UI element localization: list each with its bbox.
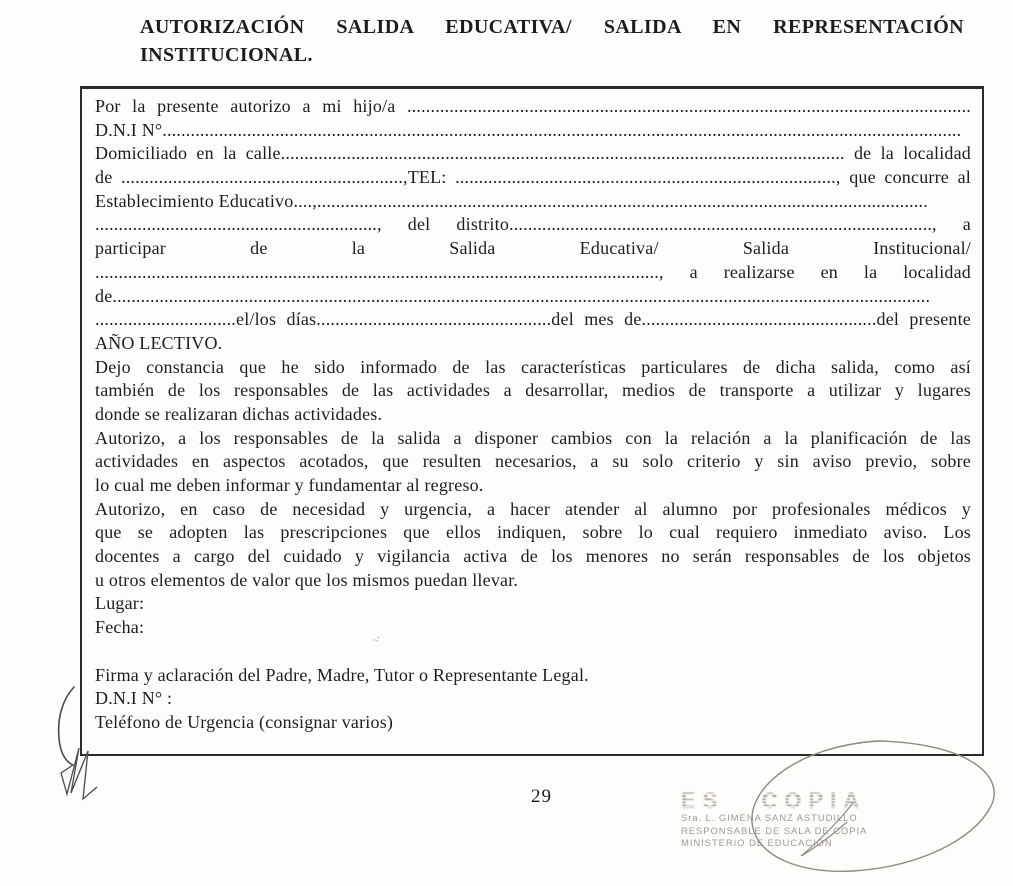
- form-line: donde se realizaran dichas actividades.: [95, 403, 383, 424]
- form-line: Lugar:: [95, 593, 145, 614]
- stamp-ministry: MINISTERIO DE EDUCACIÓN: [681, 838, 833, 850]
- scan-speck: .:: [372, 632, 382, 645]
- form-line: lo cual me deben informar y fundamentar al regreso.: [95, 475, 484, 495]
- form-line: Fecha:: [95, 617, 145, 638]
- form-line: D.N.I N°..........................................................................................................................................................................: [95, 119, 962, 140]
- stamp-signer-role: RESPONSABLE DE SALA DE COPIA: [681, 825, 868, 837]
- page-number: 29: [531, 786, 552, 807]
- form-line: D.N.I N° :: [95, 688, 173, 709]
- form-line: que se adopten las prescripciones que ellos indiquen, sobre lo cual requiero inmediato aviso. Los: [95, 522, 971, 543]
- es-copia-stamp: [681, 789, 941, 851]
- authorization-form-box: [80, 86, 984, 756]
- form-line: docentes a cargo del cuidado y vigilancia activa de los menores no serán responsables de los objetos: [95, 546, 971, 567]
- form-line: ............................................................, del distrito.........................................................................................., a: [95, 214, 971, 235]
- stamp-text-es-copia: ES COPIA: [681, 789, 941, 813]
- document-title: [140, 13, 964, 69]
- form-line: Teléfono de Urgencia (consignar varios): [95, 711, 394, 732]
- form-line: Firma y aclaración del Padre, Madre, Tutor o Representante Legal.: [95, 664, 589, 685]
- form-line: Autorizo, a los responsables de la salida a disponer cambios con la relación a la planificación de las: [95, 427, 971, 448]
- title-line-2: INSTITUCIONAL.: [140, 44, 313, 66]
- form-line: Dejo constancia que he sido informado de las características particulares de dicha salida, como así: [95, 356, 971, 377]
- form-line: [95, 640, 971, 664]
- form-line: AÑO LECTIVO.: [95, 332, 223, 353]
- title-line-1: AUTORIZACIÓN SALIDA EDUCATIVA/ SALIDA EN REPRESENTACIÓN: [140, 16, 964, 38]
- form-line: de..............................................................................................................................................................................: [95, 285, 931, 306]
- form-line: de ............................................................,TEL: ................................................................................., que concurre al: [95, 167, 971, 188]
- form-line: ........................................................................................................................, a realizarse en la localidad: [95, 261, 971, 282]
- form-line: u otros elementos de valor que los mismos puedan llevar.: [95, 569, 519, 590]
- form-line: Autorizo, en caso de necesidad y urgencia, a hacer atender al alumno por profesionales médicos y: [95, 498, 971, 519]
- stamp-signer-name: Sra. L. GIMENA SANZ ASTUDILLO: [681, 813, 858, 824]
- form-line: Establecimiento Educativo....,..................................................................................................................................: [95, 190, 928, 211]
- form-line: también de los responsables de las actividades a desarrollar, medios de transporte a utilizar y lugares: [95, 380, 971, 401]
- form-line: actividades en aspectos acotados, que resulten necesarios, a su solo criterio y sin aviso previo, sobre: [95, 451, 971, 472]
- form-line: ..............................el/los días..................................................del mes de..................................................del presente: [95, 309, 971, 330]
- form-line: Por la presente autorizo a mi hijo/a ........................................................................................................................: [95, 96, 971, 116]
- form-line: participar de la Salida Educativa/ Salida Institucional/: [95, 238, 971, 259]
- form-line: Domiciliado en la calle........................................................................................................................ de la localidad: [95, 143, 971, 164]
- pen-scribble-arc: [59, 687, 74, 765]
